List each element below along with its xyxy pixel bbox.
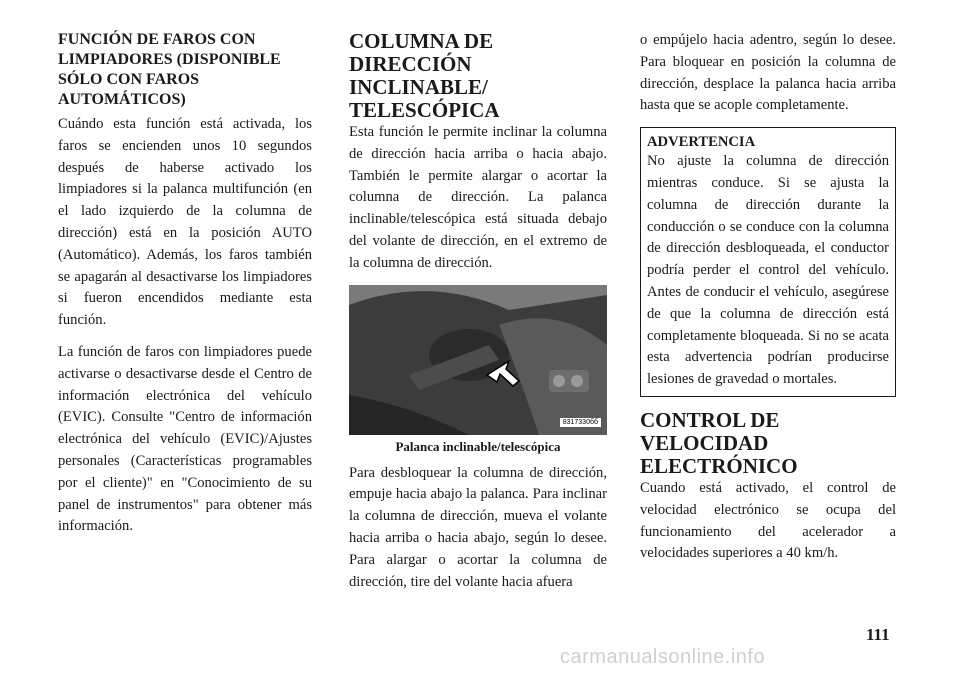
watermark: carmanualsonline.info (560, 646, 766, 668)
section-heading-headlights-wipers: FUNCIÓN DE FAROS CON LIMPIADORES (DISPONIBLE SÓLO CON FAROS AUTOMÁTICOS) (58, 31, 281, 108)
warning-box (640, 127, 896, 397)
column-middle (349, 30, 607, 603)
warning-text: No ajuste la columna de dirección mientras conduce. Si se ajusta la columna de dirección durante la conducción o se conduce con la columna de dirección desbloqueada, el conductor podría perder el control del vehículo. Antes de conducir el vehículo, asegúrese de que la columna de dirección está completamente bloqueada. Si no se acata esta advertencia podrían producirse lesiones de gravedad o mortales. (647, 153, 889, 388)
column-right (640, 30, 896, 575)
paragraph: Cuando está activado, el control de velocidad electrónico se ocupa del funcionamiento del acelerador a velocidades superiores a 40 km/h. (640, 479, 896, 562)
paragraph: Esta función le permite inclinar la columna de dirección hacia arriba o hacia abajo. También le permite alargar o acortar la columna de dirección. La palanca inclinable/telescópica está situada debajo del volante de dirección, en el extremo de la columna de dirección. (349, 124, 607, 271)
paragraph: Cuándo esta función está activada, los faros se encienden unos 10 segundos después de haberse activado los limpiadores si la palanca multifunción (en el lado izquierdo de la columna de dirección) está en la posición AUTO (Automático). Además, los faros también se apagarán al desactivarse los limpiadores si fueron encendidos mediante esta función. (58, 116, 312, 329)
steering-column-illustration (349, 285, 607, 435)
column-left (58, 30, 312, 548)
page-number: 111 (866, 625, 890, 644)
paragraph: o empújelo hacia adentro, según lo desee. Para bloquear en posición la columna de dirección, desplace la palanca hacia arriba hasta que se acople completamente. (640, 32, 896, 114)
section-heading-speed-control: CONTROL DE VELOCIDAD ELECTRÓNICO (640, 407, 798, 478)
paragraph: Para desbloquear la columna de dirección, empuje hacia abajo la palanca. Para inclinar la columna de dirección, mueva el volante hacia arriba o hacia abajo, según lo desee. Para alargar o acortar la columna de dirección, tire del volante hacia afuera (349, 464, 607, 590)
steering-column-photo (349, 285, 607, 435)
paragraph: La función de faros con limpiadores puede activarse o desactivarse desde el Centro de información electrónica del vehículo (EVIC). Consulte "Centro de información electrónica del vehículo (EVIC)/Ajustes personales (Características programables por el cliente)" en "Conocimiento de su panel de instrumentos" para obtener más información. (58, 343, 312, 535)
warning-title: ADVERTENCIA (647, 134, 756, 151)
section-heading-tilt-telescopic: COLUMNA DE DIRECCIÓN INCLINABLE/ TELESCÓPICA (349, 29, 500, 122)
photo-caption: Palanca inclinable/telescópica (395, 438, 561, 454)
image-code: 8317330бб (560, 418, 601, 427)
